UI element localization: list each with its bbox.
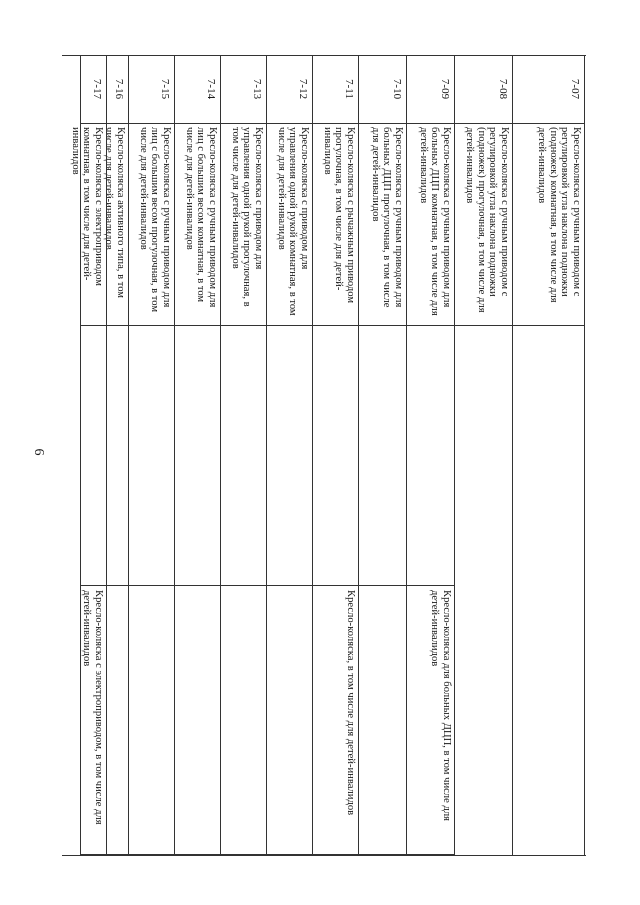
column-divider — [313, 325, 358, 326]
row-name: Кресло-коляска с ручным приводом для больных ДЦП прогулочная, в том числе для детей-инвалидов — [359, 123, 406, 325]
row-code: 7-10 — [391, 78, 403, 100]
row-name: Кресло-коляска с ручным приводом с регулировкой угла наклона подножки (подножек) комнатная, в том числе для детей-инвалидов — [513, 123, 584, 325]
row-code: 7-08 — [497, 78, 509, 100]
row-code: 7-15 — [159, 78, 171, 100]
column-divider — [107, 325, 128, 326]
row-code: 7-14 — [205, 78, 217, 100]
table-row — [513, 55, 585, 855]
column-divider — [359, 325, 406, 326]
classification-table — [69, 55, 585, 855]
row-code: 7-12 — [297, 78, 309, 100]
row-name: Кресло-коляска с рычажным приводом прогулочная, в том числе для детей-инвалидов — [313, 123, 358, 325]
group-column-edge — [80, 854, 455, 855]
group-label: Кресло-коляска для больных ДЦП, в том числе для детей-инвалидов — [429, 590, 452, 821]
column-divider — [407, 325, 454, 326]
bottom-rule — [62, 855, 586, 856]
row-code: 7-07 — [569, 78, 581, 100]
row-code: 7-09 — [439, 78, 451, 100]
row-name: Кресло-коляска с приводом для управления одной рукой прогулочная, в том числе для детей-инвалидов — [221, 123, 266, 325]
row-name: Кресло-коляска с ручным приводом для больных ДЦП комнатная, в том числе для детей-инвалидов — [407, 123, 454, 325]
table-row — [455, 55, 513, 855]
column-divider — [267, 325, 312, 326]
column-divider — [175, 325, 220, 326]
column-divider — [221, 325, 266, 326]
row-code: 7-11 — [343, 79, 355, 99]
row-name: Кресло-коляска активного типа, в том числе для детей-инвалидов — [107, 123, 128, 325]
page-number: 6 — [31, 448, 46, 456]
group-divider — [454, 585, 455, 855]
row-code: 7-17 — [91, 78, 103, 100]
column-divider — [81, 325, 106, 326]
row-name: Кресло-коляска с ручным приводом с регулировкой угла наклона подножки (подножек) прогулочная, в том числе для детей-инвалидов — [455, 123, 512, 325]
group-column-divider — [80, 585, 455, 586]
group-label: Кресло-коляска, в том числе для детей-инвалидов — [345, 590, 356, 816]
column-divider — [129, 325, 174, 326]
group-label: Кресло-коляска с электроприводом, в том числе для детей-инвалидов — [81, 590, 104, 825]
row-code: 7-13 — [251, 78, 263, 100]
row-name: Кресло-коляска с электроприводом комнатная, в том числе для детей-инвалидов — [81, 123, 106, 325]
row-name: Кресло-коляска с ручным приводом для лиц с большим весом комнатная, в том числе для детей-инвалидов — [175, 123, 220, 325]
row-code: 7-16 — [113, 78, 125, 100]
column-divider — [513, 325, 584, 326]
row-name: Кресло-коляска с приводом для управления одной рукой комнатная, в том числе для детей-инвалидов — [267, 123, 312, 325]
row-name: Кресло-коляска с ручным приводом для лиц с большим весом прогулочная, в том числе для детей-инвалидов — [129, 123, 174, 325]
column-divider — [455, 325, 512, 326]
